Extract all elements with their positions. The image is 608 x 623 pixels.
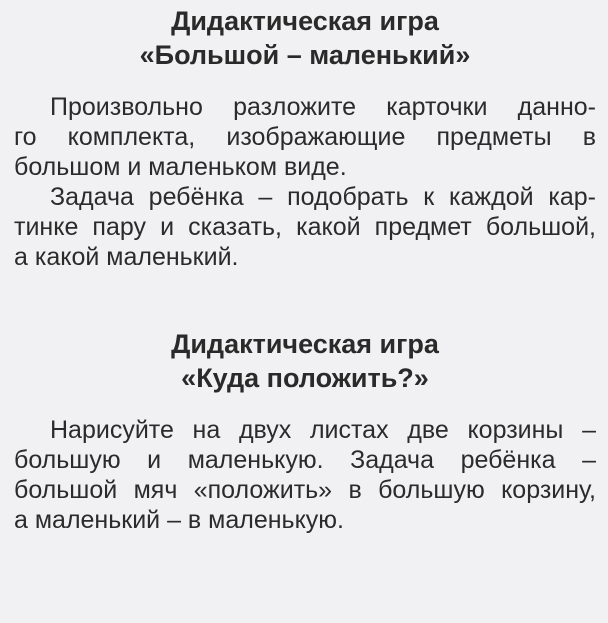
section-title bbox=[14, 4, 596, 72]
section-body bbox=[14, 92, 596, 272]
paragraph bbox=[14, 92, 596, 182]
title-line: «Большой – маленький» bbox=[139, 40, 471, 70]
title-line: Дидактическая игра bbox=[171, 329, 439, 359]
text-line: большом и маленьком виде. bbox=[14, 153, 347, 181]
text-line: Произвольно разложите карточки данно- bbox=[50, 93, 596, 121]
text-line: а какой маленький. bbox=[14, 243, 239, 271]
game-section-where-to-put bbox=[14, 327, 596, 535]
title-line: «Куда положить?» bbox=[181, 363, 429, 393]
section-body bbox=[14, 415, 596, 535]
text-line: большой мяч «положить» в большую корзину, bbox=[14, 476, 596, 504]
paragraph bbox=[14, 182, 596, 272]
text-line: Задача ребёнка – подобрать к каждой кар- bbox=[50, 183, 596, 211]
text-line: а маленький – в маленькую. bbox=[14, 506, 344, 534]
text-line: Нарисуйте на двух листах две корзины – bbox=[50, 416, 596, 444]
text-line: тинке пару и сказать, какой предмет большой, bbox=[14, 213, 596, 241]
section-title bbox=[14, 327, 596, 395]
text-line: го комплекта, изображающие предметы в bbox=[14, 123, 596, 151]
paragraph bbox=[14, 415, 596, 535]
text-line: большую и маленькую. Задача ребёнка – bbox=[14, 446, 596, 474]
title-line: Дидактическая игра bbox=[171, 6, 439, 36]
game-section-big-small bbox=[14, 4, 596, 272]
